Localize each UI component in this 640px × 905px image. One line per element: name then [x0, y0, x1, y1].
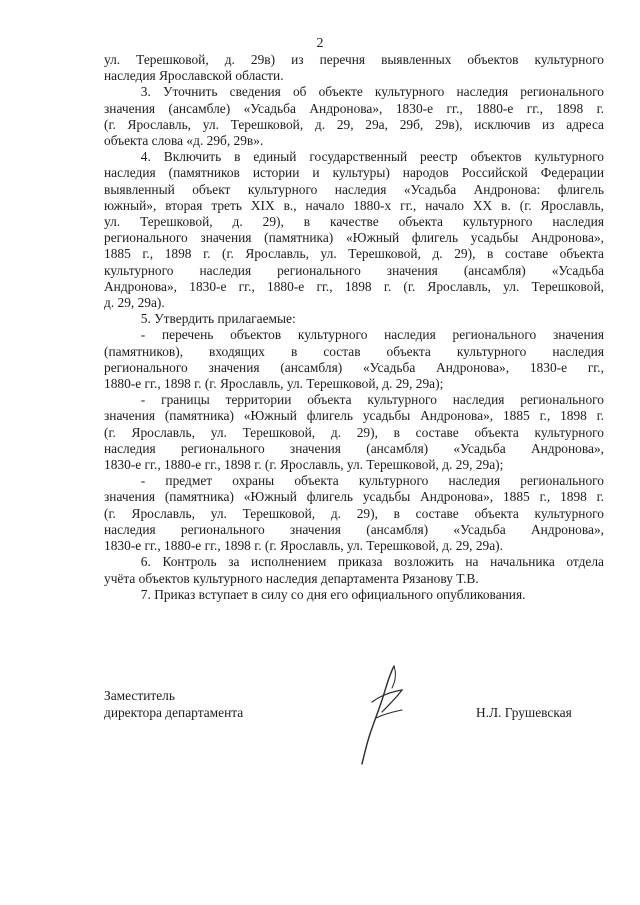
- text-line: - границы территории объекта культурного наследия регионального: [140, 392, 604, 408]
- handwritten-signature: [352, 660, 422, 770]
- text-line: южный», вторая треть XIX в., начало 1880-х гг., начало XX в. (г. Ярославль,: [104, 197, 604, 213]
- text-line: д. 29, 29а).: [104, 295, 165, 311]
- text-line: 6. Контроль за исполнением приказа возложить на начальника отдела: [140, 554, 604, 570]
- text-line: выявленный объект культурного наследия «Усадьба Андронова: флигель: [104, 181, 604, 197]
- text-line: (г. Ярославль, ул. Терешковой, д. 29), в составе объекта культурного: [104, 505, 604, 521]
- text-line: наследия регионального значения (ансамбля) «Усадьба Андронова»,: [104, 440, 604, 456]
- text-line: ул. Терешковой, д. 29в) из перечня выявленных объектов культурного: [104, 52, 604, 67]
- text-line: регионального значения (ансамбля) «Усадьба Андронова», 1830-е гг.,: [104, 359, 604, 375]
- text-line: (г. Ярославль, ул. Терешковой, д. 29), в составе объекта культурного: [104, 424, 604, 440]
- text-line: наследия (памятников истории и культуры) народов Российской Федерации: [104, 165, 604, 181]
- text-line: ул. Терешковой, д. 29), в качестве объекта культурного наследия: [104, 214, 604, 230]
- text-line: наследия регионального значения (ансамбля) «Усадьба Андронова»,: [104, 521, 604, 537]
- text-line: (памятников), входящих в состав объекта культурного наследия: [104, 343, 604, 359]
- text-line: учёта объектов культурного наследия департамента Рязанову Т.В.: [104, 570, 479, 586]
- text-line: наследия Ярославской области.: [104, 68, 284, 84]
- text-line: культурного наследия регионального значения (ансамбля) «Усадьба: [104, 262, 604, 278]
- text-line: объекта слова «д. 29б, 29в».: [104, 133, 264, 149]
- text-line: Андронова», 1830-е гг., 1880-е гг., 1898 г. (г. Ярославль, ул. Терешковой,: [104, 278, 604, 294]
- text-line: - предмет охраны объекта культурного наследия регионального: [140, 473, 604, 489]
- text-line: (г. Ярославль, ул. Терешковой, д. 29, 29а, 29б, 29в), исключив из адреса: [104, 116, 604, 132]
- text-line: 1880-е гг., 1898 г. (г. Ярославль, ул. Терешковой, д. 29, 29а);: [104, 376, 444, 392]
- text-line: 4. Включить в единый государственный реестр объектов культурного: [140, 149, 604, 165]
- document-body: [104, 52, 604, 603]
- text-line: 3. Уточнить сведения об объекте культурного наследия регионального: [140, 84, 604, 100]
- signatory-title-line-2: директора департамента: [104, 705, 244, 720]
- text-line: - перечень объектов культурного наследия регионального значения: [140, 327, 604, 343]
- text-line: значения (ансамбле) «Усадьба Андронова», 1830-е гг., 1880-е гг., 1898 г.: [104, 100, 604, 116]
- text-line: 5. Утвердить прилагаемые:: [140, 311, 296, 327]
- signatory-title-line-1: Заместитель: [104, 688, 175, 703]
- signatory-name: Н.Л. Грушевская: [476, 705, 572, 720]
- page-number: 2: [316, 36, 324, 51]
- text-line: 1830-е гг., 1880-е гг., 1898 г. (г. Ярославль, ул. Терешковой, д. 29, 29а);: [104, 457, 504, 473]
- text-line: 1830-е гг., 1880-е гг., 1898 г. (г. Ярославль, ул. Терешковой, д. 29, 29а).: [104, 538, 503, 554]
- text-line: 7. Приказ вступает в силу со дня его официального опубликования.: [140, 586, 526, 602]
- text-line: регионального значения (памятника) «Южный флигель усадьбы Андронова»,: [104, 230, 604, 246]
- text-line: значения (памятника) «Южный флигель усадьбы Андронова», 1885 г., 1898 г.: [104, 489, 604, 505]
- text-line: 1885 г., 1898 г. (г. Ярославль, ул. Терешковой, д. 29), в составе объекта: [104, 246, 604, 262]
- text-line: значения (памятника) «Южный флигель усадьбы Андронова», 1885 г., 1898 г.: [104, 408, 604, 424]
